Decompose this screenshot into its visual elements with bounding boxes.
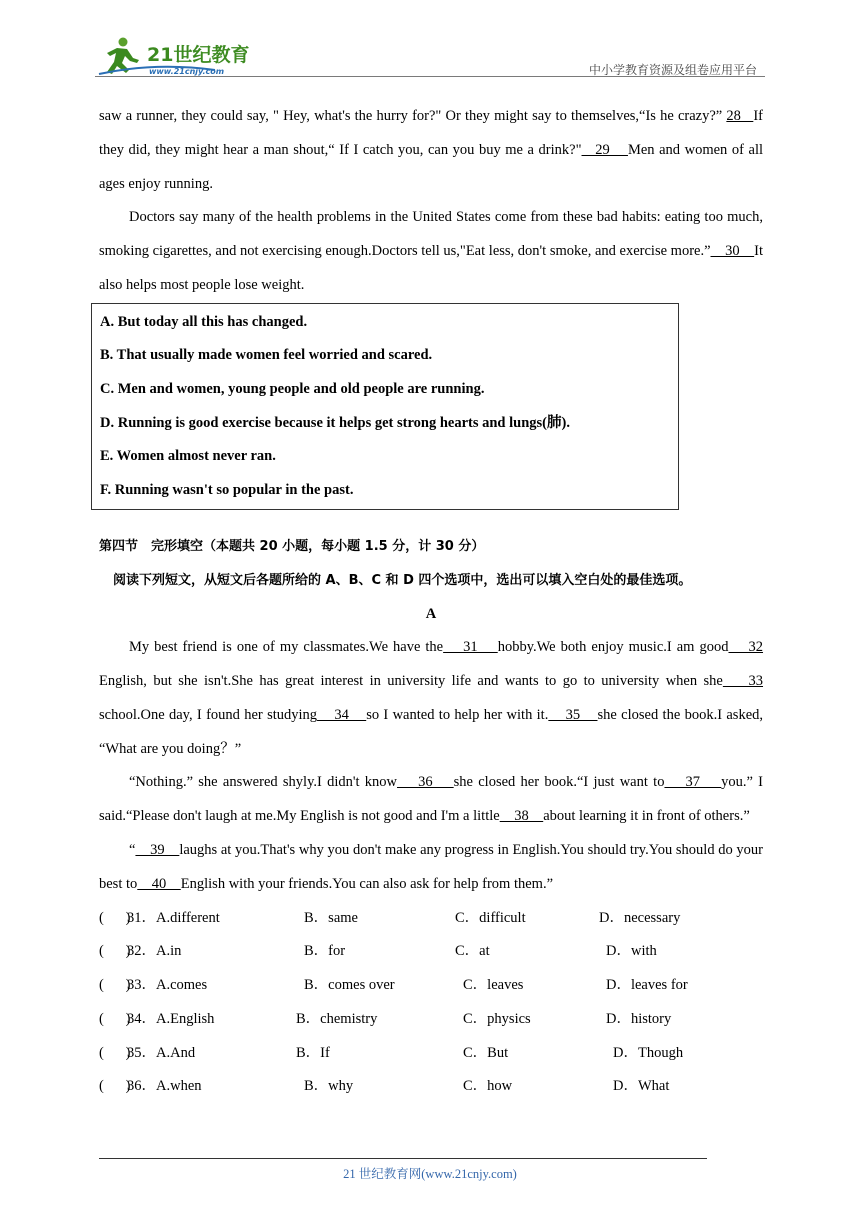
page-footer: 21 世纪教育网(www.21cnjy.com) [343, 1167, 517, 1181]
choice-c: C．how [463, 1078, 513, 1095]
choice-a: 34．A.English [127, 1010, 215, 1027]
blank: 38 [499, 808, 544, 825]
text-run: so I wanted to help her with it. [366, 706, 549, 723]
choice-c: C．leaves [463, 977, 524, 994]
blank: 31 [443, 639, 498, 656]
text-run: “Nothing.” she answered shyly.I didn't know [129, 774, 398, 791]
logo [95, 36, 260, 78]
header-divider [95, 76, 765, 77]
paragraph [99, 631, 763, 766]
choice-d: D．leaves for [606, 977, 688, 994]
answer-paren: ( ) [99, 977, 131, 994]
text-run: English with your friends.You can also ask for help from them.” [180, 875, 554, 892]
text-run: saw a runner, they could say, " Hey, what's the hurry for?" Or they might say to themselves,“Is he crazy?” [99, 108, 727, 124]
text-run: you.” I said.“Please don't laugh at me.My English is not good and I'm a little [99, 774, 763, 825]
instructions: 阅读下列短文，从短文后各题所给的 A、B、C 和 D 四个选项中，选出可以填入空白处的最佳选项。 [113, 572, 692, 588]
choice-d: D．history [606, 1010, 672, 1027]
option-a: A. But today all this has changed. [100, 313, 308, 330]
blank: 28 [726, 108, 754, 124]
text-run: about learning it in front of others.” [543, 808, 750, 825]
text-run: “ [129, 841, 136, 858]
section-score-note: （本题共 20 小题，每小题 1.5 分，计 30 分） [203, 539, 485, 555]
text-run: laughs at you.That's why you don't make any progress in English.You should try.You should do your best to [99, 841, 763, 892]
question-row [99, 902, 763, 936]
text-run: hobby.We both enjoy music.I am good [497, 639, 729, 656]
text-run: school.One day, I found her studying [99, 706, 318, 723]
choice-d: D．necessary [599, 909, 681, 926]
choice-b: B．If [296, 1044, 330, 1061]
choice-b: B．comes over [304, 977, 395, 994]
paragraph [99, 766, 763, 834]
question-row [99, 1003, 763, 1037]
question-row [99, 1037, 763, 1071]
text-run: English, but she isn't.She has great interest in university life and wants to go to university when she [99, 672, 723, 689]
svg-text:www.21cnjy.com: www.21cnjy.com [149, 67, 225, 76]
option-b: B. That usually made women feel worried and scared. [100, 347, 433, 364]
page-header [95, 36, 765, 78]
text-run: she closed the book.I asked, “What are you doing？” [99, 706, 764, 757]
blank: 40 [137, 875, 181, 892]
answer-paren: ( ) [99, 909, 131, 926]
answer-paren: ( ) [99, 1044, 131, 1061]
blank: 29 [581, 141, 628, 158]
footer-divider [99, 1158, 707, 1159]
option-f: F. Running wasn't so popular in the past. [100, 481, 354, 498]
section-name: 第四节 完形填空 [99, 539, 204, 555]
answer-paren: ( ) [99, 1078, 131, 1095]
blank: 34 [317, 706, 367, 723]
text-run: she closed her book.“I just want to [453, 774, 665, 791]
choice-c: C．But [463, 1044, 509, 1061]
paragraph [99, 834, 763, 902]
answer-paren: ( ) [99, 1010, 131, 1027]
choice-a: 36．A.when [127, 1078, 202, 1095]
text-run: My best friend is one of my classmates.We have the [129, 639, 444, 656]
blank: 32 [728, 639, 764, 656]
choice-a: 35．A.And [127, 1044, 196, 1061]
blank: 30 [710, 243, 755, 260]
choice-b: B．same [304, 909, 358, 926]
platform-title: 中小学教育资源及组卷应用平台 [588, 63, 757, 77]
choice-a: 31．A.different [127, 909, 220, 926]
choice-d: D．What [613, 1078, 670, 1095]
question-row [99, 1070, 763, 1104]
choice-b: B．chemistry [296, 1010, 378, 1027]
choice-a: 32．A.in [127, 943, 182, 960]
blank: 35 [548, 706, 598, 723]
blank: 36 [397, 774, 454, 791]
question-row [99, 969, 763, 1003]
text-run: It also helps most people lose weight. [99, 243, 763, 293]
paragraph [99, 100, 763, 201]
blank: 37 [664, 774, 722, 791]
choice-c: C．at [455, 943, 490, 960]
section-title [99, 530, 763, 564]
choice-d: D．Though [613, 1044, 684, 1061]
document-body [99, 100, 763, 1104]
choice-c: C．difficult [455, 909, 526, 926]
answer-paren: ( ) [99, 943, 131, 960]
question-row [99, 935, 763, 969]
options-box [91, 303, 679, 511]
svg-text:21世纪教育: 21世纪教育 [147, 44, 250, 66]
passage-label: A [425, 605, 437, 622]
option-e: E. Women almost never ran. [100, 448, 276, 465]
text-run: Men and women of all ages enjoy running. [99, 141, 763, 192]
choice-a: 33．A.comes [127, 977, 208, 994]
blank: 39 [135, 841, 180, 858]
option-c: C. Men and women, young people and old people are running. [100, 380, 485, 397]
choice-b: B．why [304, 1078, 354, 1095]
choice-b: B．for [304, 943, 346, 960]
choice-c: C．physics [463, 1010, 531, 1027]
text-run: Doctors say many of the health problems in the United States come from these bad habits: eating too much, smoking cigarettes, and not exercising enough.Doctors tell us,"Eat less, don't smoke, and exercise more.” [99, 209, 763, 260]
option-d: D. Running is good exercise because it helps get strong hearts and lungs(肺). [100, 414, 570, 431]
question-list [99, 902, 763, 1105]
blank: 33 [722, 672, 764, 689]
paragraph [99, 201, 763, 302]
text-run: If they did, they might hear a man shout,“ If I catch you, can you buy me a drink?" [99, 108, 763, 158]
choice-d: D．with [606, 943, 657, 960]
